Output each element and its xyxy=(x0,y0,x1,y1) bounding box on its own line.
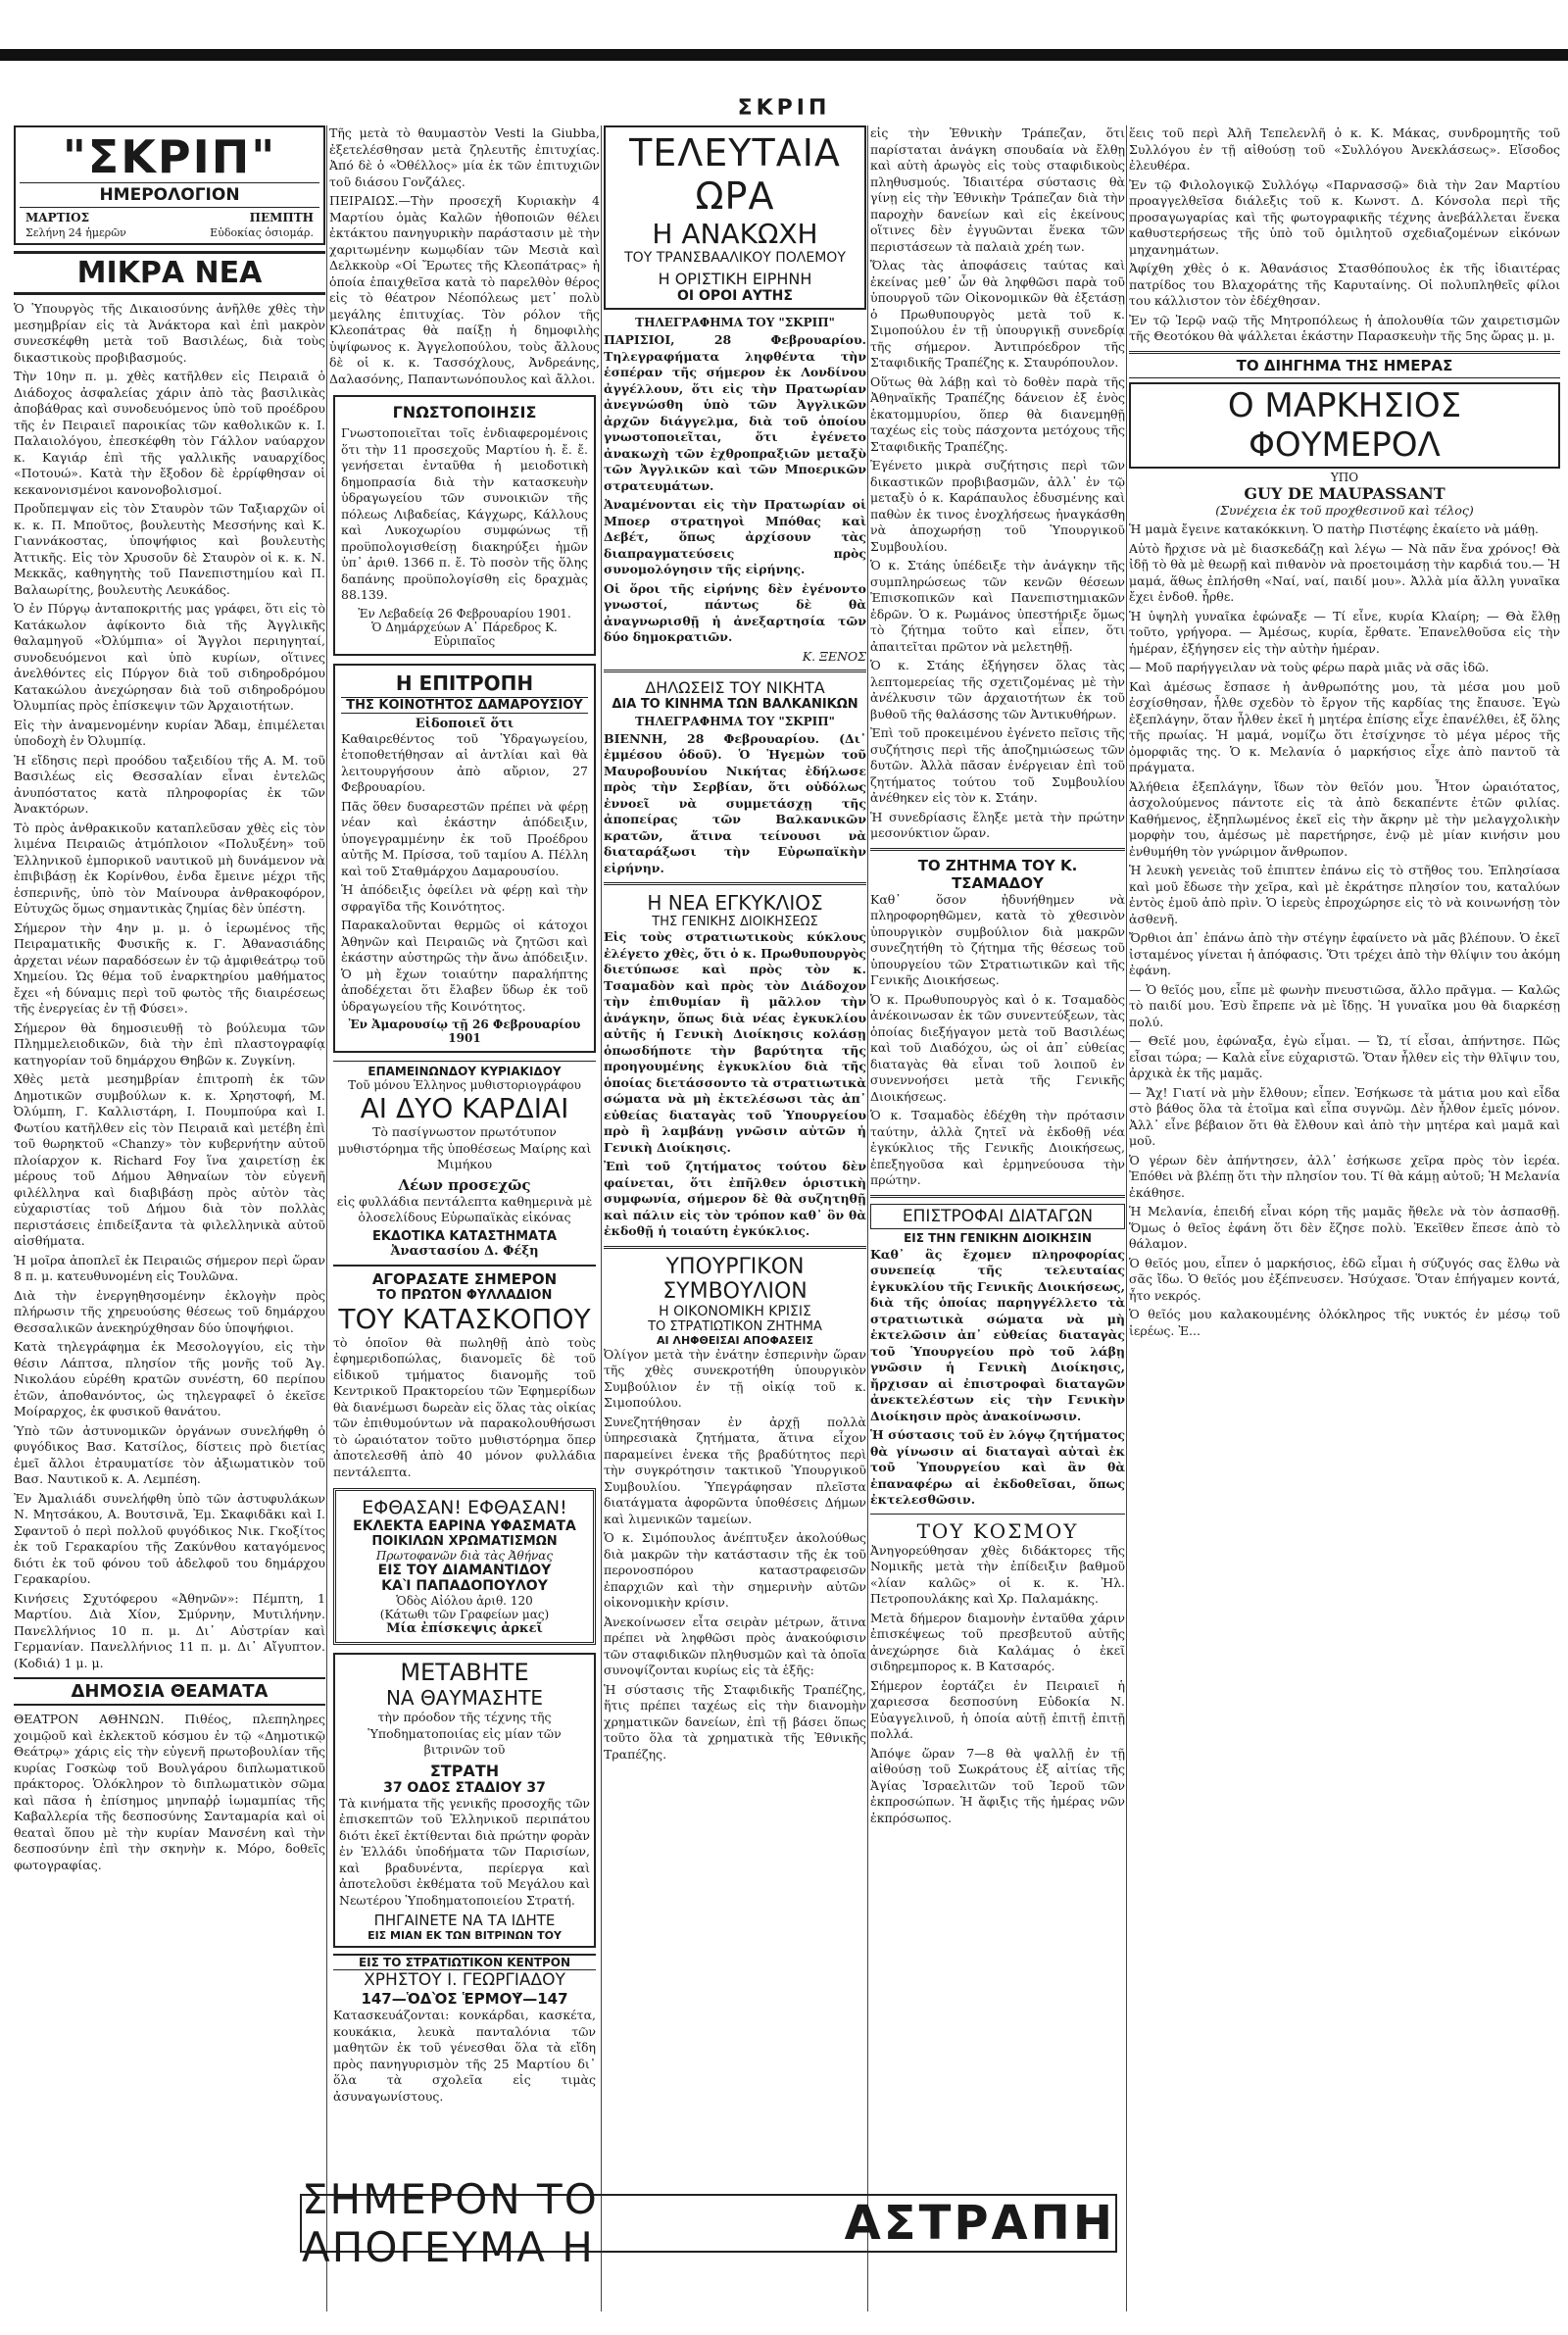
store-ad-heading: ΕΙΣ ΤΟ ΣΤΡΑΤΙΩΤΙΚΟΝ ΚΕΝΤΡΟΝ xyxy=(333,1954,596,1970)
section-heading-theamata: ΔΗΜΟΣΙΑ ΘΕΑΜΑΤΑ xyxy=(14,1677,325,1706)
book-author: ΕΠΑΜΕΙΝΩΝΔΟΥ ΚΥΡΙΑΚΙΔΟΥ xyxy=(333,1061,596,1078)
story-author: GUY DE MAUPASSANT xyxy=(1244,483,1446,503)
top-rule-bar xyxy=(0,49,1568,61)
bottom-banner-lead: ΣΗΜΕΡΟΝ ΤΟ ΑΠΟΓΕΥΜΑ Η xyxy=(302,2175,599,2271)
dispatch-label: ΤΗΛΕΓΡΑΦΗΜΑ ΤΟΥ "ΣΚΡΙΠ" xyxy=(635,316,835,329)
notice-signature: Ὁ Δημάρχεύων Α᾽ Πάρεδρος Κ. Εὐριπαῖος xyxy=(371,620,558,648)
book-desc: Τὸ πασίγνωστον πρωτότυπον μυθιστόρημα τῆς ὑποθέσεως Μαίρης καὶ Μιμήκου xyxy=(337,1124,592,1171)
story-paragraph: — Θεῖέ μου, ἐφώναξα, ἐγὼ εἶμαι. — Ὤ, τί εἶσαι, ἀπήντησε. Πῶς εἶσαι τώρα; — Καλὰ εἶνε εὐχαριστῶ. Ὅταν ἦλθεν εἰς τὴν θλῖψιν του, ἀρχικὰ ἐκ τῆς μαμᾶς. xyxy=(1129,1033,1560,1080)
news-paragraph: Τῆς μετὰ τὸ θαυμαστὸν Vesti la Giubba, ἐξετελέσθησαν μετὰ ζηλευτῆς ἐπιτυχίας. Ἀπό δὲ ὁ «Ὀθέλλος» μία ἐκ τῶν ἐπιτυχιῶν τοῦ διάσου Γονζάλες. xyxy=(329,125,600,189)
fabric-ad-line: Πρωτοφανῶν διὰ τὰς Ἀθήνας xyxy=(375,1549,554,1563)
news-paragraph: Καθ᾽ ὅσον ἠδυνήθημεν νὰ πληροφορηθῶμεν, κατὰ τὸ χθεσινὸν ὑπουργικὸν συμβούλιον διὰ μακρῶν συνεζητήθη τὸ ζήτημα τῆς θέσεως τοῦ ὑπουργείου τῶν Στρατιωτικῶν καὶ τῆς Γενικῆς Διοικήσεως. xyxy=(870,891,1125,987)
news-paragraph: εἰς τὴν Ἐθνικὴν Τράπεζαν, ὅτι παρίσταται ἀνάγκη σπουδαία νὰ ἔλθῃ καὶ αὐτὴ ἀρωγὸς εἰς τοὺς σταφιδικοὺς πληθυσμούς. Ἰδιαιτέρα σύστασις θὰ γίνῃ εἰς τὴν Ἐθνικὴν Τράπεζαν διὰ τὴν παροχὴν δανείων καὶ εἰς ἐκείνους οἵτινες δὲν ἐγγυῶνται ἕνεκα τῶν περιστάσεων τὰ παλαιὰ χρέη των. xyxy=(870,125,1125,254)
committee-notice-label: Εἰδοποιεῖ ὅτι xyxy=(415,716,514,731)
book-publisher-name: Ἀναστασίου Δ. Φέξη xyxy=(390,1243,539,1259)
notice-heading: ΓΝΩΣΤΟΠΟΙΗΣΙΣ xyxy=(392,403,537,422)
column-3 xyxy=(604,125,866,2311)
headline-peace: Η ΟΡΙΣΤΙΚΗ ΕΙΡΗΝΗ xyxy=(658,270,812,288)
section-subheading-circular: ΤΗΣ ΓΕΝΙΚΗΣ ΔΙΟΙΚΗΣΕΩΣ xyxy=(652,915,818,929)
committee-date: Ἐν Ἀμαρουσίῳ τῇ 26 Φεβρουαρίου 1901 xyxy=(348,1018,581,1045)
store-ad-address: 147—ὉΔῸΣ ἙΡΜΟΥ͂—147 xyxy=(361,1990,568,2008)
notice-text: Γνωστοποιεῖται τοῖς ἐνδιαφερομένοις ὅτι τὴν 11 προσεχοῦς Μαρτίου ἡ. ἔ. ἔ. γενήσεται ἐνταῦθα ἡ μειοδοτικὴ δημοπρασία διὰ τὴν κατασκευὴν ὑδραγωγείου τῶν συνοικιῶν τῆς πόλεως Λιβαδείας, Κάγχωρς, Κάλλους καὶ Λυκοχωρίου συμφώνως τῇ προϋπολογισθείσῃ διακηρύξει ἡμῶν ὑπ᾽ ἀριθ. 1366 π. ἔ. Τὸ ποσὸν τῆς ὅλης δαπάνης προϋπολογίσθη εἰς δραχμὰς 88.139. xyxy=(341,425,588,602)
column-divider xyxy=(326,125,327,2311)
news-paragraph: Συνεζητήθησαν ἐν ἀρχῇ πολλὰ ὑπηρεσιακὰ ζητήματα, ἅτινα εἶχον παραμείνει ἐνεκα τῆς βραδύτητος περὶ τὴν συγκρότησιν τακτικοῦ Ὑπουργικοῦ Συμβουλίου. Ὑπεγράφησαν πλεῖστα διατάγματα ἀφορῶντα ὑποθέσεις Δήμων καὶ λιμενικῶν ταμείων. xyxy=(604,1414,866,1526)
column-divider xyxy=(1126,125,1127,2311)
book-desc-2: εἰς φυλλάδια πεντάλεπτα καθημερινὰ μὲ ὁλοσελίδους Εὐρωπαϊκὰς εἰκόνας xyxy=(336,1193,593,1224)
shoe-ad-cta-2: ΕΙΣ ΜΙΑΝ ΕΚ ΤΩΝ ΒΙΤΡΙΝΩΝ ΤΟΥ xyxy=(368,1929,562,1942)
news-paragraph: ΠΕΙΡΑΙΩΣ.—Τὴν προσεχῆ Κυριακὴν 4 Μαρτίου ὁμὰς Καλῶν ἠθοποιῶν θέλει ἐκτάκτου πανηγυρικὴν παράστασιν μὲ τὴν χαριτωμένην κωμῳδίαν τῶν Μεσιὰ καὶ Δελκκοὺρ «Οἱ Ἔρωτες τῆς Κλεοπάτρας» ἡ ὁποία ἐπαιχθεῖσα κατὰ τὸ παρελθὸν θέρος εἰς τὸ θέατρον Νέοπόλεως μετ᾽ πολὺ μεγάλης ἐπιτυχίας. Τὸν ρόλον τῆς Κλεοπάτρας θὰ παίξῃ ἡ δημοφιλὴς ὑψίφωνος κ. Ἀγγελοπούλου, τοὺς ἄλλους δὲ οἱ κ. κ. Τασσόχλους, Ἀνδρεάνης, Δαλασόνης, Παπαντωνόπουλος καὶ ἄλλοι. xyxy=(329,193,600,386)
shoe-ad-text: τὴν πρόοδον τῆς τέχνης τῆς Ὑποδηματοποιίας εἰς μίαν τῶν βιτρινῶν τοῦ xyxy=(368,1710,562,1757)
story-paragraph: — Ὁ θεῖός μου, εἶπε μὲ φωνὴν πνευστιῶσα, ἄλλο πρᾶγμα. — Καλῶς τὸ παιδί μου. Ἐσὺ ἔπρεπε νὰ μὲ ἴδῃς. Ἡ γυναῖκα μου θὰ διαρκέσῃ πολύ. xyxy=(1129,981,1560,1029)
section-subheading-military: ΤΟ ΣΤΡΑΤΙΩΤΙΚΟΝ ΖΗΤΗΜΑ xyxy=(648,1318,822,1334)
news-paragraph: ΘΕΑΤΡΟΝ ΑΘΗΝΩΝ. Πιθέος, πλεπηληρες χοιμῷοῦ καὶ ἐκλεκτοῦ κόσμου ἐν τῷ «Δημοτικῷ Θεάτρῳ» χάρις εἰς τὴν εὐγενῆ πρωτοβουλίαν τῆς κυρίας Γοσκὼφ τοῦ Βουλγάρου διπλωματικοῦ πράκτορος. Ὁλόκληρον τὸ διπλωματικὸν σῶμα καὶ πᾶσα ἡ ἐπίσημος μηνπαῤῥ ἰωμαμπίας τῆς Καβαλλερία τῆς δεσποσύνης Σανταμαρία καὶ οἱ θεαταὶ ὅπου μὲ τὴν κυρίαν Μανσένη καὶ τὴν δεσποσύνην ἐπὶ τὴν σκηνὴν κ. Μόρο, δοθεῖς φωτογραφίας. xyxy=(14,1712,325,1872)
news-paragraph: Καθ᾽ ἃς ἔχομεν πληροφορίας συνεπείᾳ τῆς τελευταίας ἐγκυκλίου τῆς Γενικῆς Διοικήσεως, διὰ τῆς ὁποίας παρηγγέλλετο τὰ στρατιωτικὰ σώματα νὰ μὴ ἐκτελῶσιν ἀπ᾽ εὐθείας διαταγὰς τοῦ Ὑπουργείου πρὸ τοῦ λάβῃ γνῶσιν ἡ Γενικὴ Διοίκησις, ἤρχισαν αἱ ἐπιστροφαὶ διαταγῶν ἀνεκτελέστων εἰς τὴν Γενικὴν Διοίκησιν πρὸς ἀνακοίνωσιν. xyxy=(870,1246,1125,1423)
story-paragraph: — Μοῦ παρήγγειλαν νὰ τοὺς φέρω παρὰ μιᾶς νὰ σᾶς ἰδῶ. xyxy=(1129,660,1490,674)
masthead-moon-note: Σελήνη 24 ἡμερῶν xyxy=(25,226,126,239)
story-title: Ο ΜΑΡΚΗΣΙΟΣ ΦΟΥΜΕΡΟΛ xyxy=(1129,382,1560,469)
store-ad-text: Κατασκευάζονται: κονκάρδαι, κασκέτα, κουκάκια, λευκὰ πανταλόνια τῶν μαθητῶν ἐκ τοῦ γένεσθαι ὅλα τὰ εἴδη πρὸς πανηγυρισμὸν τῆς 25 Μαρτίου δι᾽ ὅλα τὰ σχολεῖα εἰς τιμὰς ἀσυναγωνίστους. xyxy=(333,2008,596,2104)
shoe-ad-name: ΣΤΡΑΤΗ xyxy=(429,1761,500,1780)
fabric-ad-address-note: (Κάτωθι τῶν Γραφείων μας) xyxy=(379,1608,550,1621)
bottom-banner-ad xyxy=(300,2175,1117,2271)
story-paragraph: Αὐτὸ ἤρχισε νὰ μὲ διασκεδάζῃ καὶ λέγω — Νὰ πᾶν ἕνα χρόνος! Θὰ ἰδῇ τὸ θὰ μὲ θεωρῇ καὶ πιθανὸν νὰ προετοιμάσῃ τὴν καρδιά του.— Ἡ μαμά, ἅθως ἐπλήσθη «Ναί, ναί, παιδί μου». Ἀλλὰ μία ἄλλη γυναῖκα ἔχει ἐνδοθ. ἦρθε. xyxy=(1129,540,1560,604)
news-paragraph: Εἰς τὴν ἀναμενομένην κυρίαν Ἄδαμ, ἐπιμέλεται ὑποδοχὴ ἐν Ὀλυμπίᾳ. xyxy=(14,717,325,748)
news-paragraph: ἕεις τοῦ περὶ Ἀλῆ Τεπελενλῆ ὁ κ. Κ. Μάκας, συνδρομητῆς τοῦ Συλλόγου ἐν τῇ αἰθούσῃ τοῦ «Συλλόγου Ἀνεκλάσεως». Εἴσοδος ἐλευθέρα. xyxy=(1129,125,1560,173)
byline: Κ. ΞΕΝΟΣ xyxy=(802,648,866,664)
shoe-ad-cta: ΠΗΓΑΙΝΕΤΕ ΝΑ ΤΑ ΙΔΗΤΕ xyxy=(373,1912,556,1929)
shoe-ad-heading: ΜΕΤΑΒΗΤΕ xyxy=(400,1659,529,1686)
story-continuation-note: (Συνέχεια ἐκ τοῦ προχθεσινοῦ καὶ τέλος) xyxy=(1215,502,1474,518)
fabric-ad-subtitle: ΠΟΙΚΙΛΩΝ ΧΡΩΜΑΤΙΣΜΩΝ xyxy=(371,1534,558,1549)
news-paragraph: Ἀνηγορεύθησαν χθὲς διδάκτορες τῆς Νομικῆς μετὰ τὴν ἐπίδειξιν βαθμοῦ «λίαν καλῶς» οἱ κ. κ. Ἠλ. Πετροπουλάκης καὶ Χρ. Παλαμάκης. xyxy=(870,1542,1125,1606)
committee-heading: Η ΕΠΙΤΡΟΠΗ xyxy=(395,671,534,695)
news-paragraph: Τὸ πρὸς ἀνθρακικοῦν καταπλεῦσαν χθὲς εἰς τὸν λιμένα Πειραιῶς ἀτμόπλοιον «Πολυξένη» τοῦ Ἐλληνικοῦ ἐμπορικοῦ ναυτικοῦ μὴ δυνάμενον νὰ ἐπιβιβάσῃ ἐκ Κορίνθου, ἐνδα ἔμεινε μέχρι τῆς ἑσπερινῆς, ὑπὸ τὸν Μαίνουρα ἀνθρακοφόρον, Εὐτυχῶς ὅμως σημαντικὰς ζημίας δὲν ὑπέστη. xyxy=(14,820,325,916)
section-heading-council: ΥΠΟΥΡΓΙΚΟΝ xyxy=(665,1254,805,1279)
shoe-ad-subheading: ΝΑ ΘΑΥΜΑΣΗΤΕ xyxy=(385,1686,544,1710)
committee-text: Παρακαλοῦνται θερμῶς οἱ κάτοχοι Ἀθηνῶν καὶ Πειραιῶς νὰ ζητῶσι καὶ ἐκάστην αὐστηρῶς τὴν ἄνω ἀπόδειξιν. Ὁ μὴ ἔχων τοιαύτην παραλήπτης ἀποδέχεται ὅτι ἔλαβεν ὕδωρ ἐκ τοῦ ὑδραγωγείου τῆς Κοινότητος. xyxy=(341,918,588,1014)
committee-text: Ἡ ἀπόδειξις ὀφείλει νὰ φέρῃ καὶ τὴν σφραγῖδα τῆς Κοινότητος. xyxy=(341,882,588,914)
news-paragraph: Ἐπὶ τοῦ προκειμένου ἐγένετο πεῖσις τῆς συζήτησις περὶ τῆς ἀποζημιώσεως τῶν δυτῶν. Ἀλλὰ πᾶσαν ἐνέργειαν ἐπὶ τοῦ ζητήματος τούτου τοῦ Συμβουλίου ἀνέθηκεν εἰς τὸν κ. Στάην. xyxy=(870,725,1125,805)
spy-ad-heading: ΑΓΟΡΑΣΑΤΕ ΣΗΜΕΡΟΝ xyxy=(371,1269,558,1288)
news-paragraph: Ἐν τῷ Ἱερῷ ναῷ τῆς Μητροπόλεως ἡ ἀπολουθία τῶν χαιρετισμῶν τῆς Θεοτόκου θὰ ψάλλεται ἑκάστην Παρασκευὴν τῆς 5ης ὥρας μ. μ. xyxy=(1129,312,1560,343)
shoe-ad-address: 37 ΟΔΟΣ ΣΤΑΔΙΟΥ 37 xyxy=(383,1779,546,1796)
committee-subheading: ΤΗΣ ΚΟΙΝΟΤΗΤΟΣ ΔΑΜΑΡΟΥΣΙΟΥ xyxy=(341,697,588,714)
running-head: ΣΚΡΙΠ xyxy=(737,96,831,121)
committee-box xyxy=(333,664,596,1054)
story-paragraph: Ἡ ὑψηλὴ γυναῖκα ἐφώναξε — Τί εἶνε, κυρία Κλαίρη; — Θὰ ἔλθῃ τοῦτο, γρήγορα. — Ἀμέσως, κυρία, ἔρθατε. Ἐπανελθοῦσα εἰς τὴν ἡμέραν, ἐξήγησεν εἰς τὴν αὐτὴν ἡμέραν. xyxy=(1129,608,1560,656)
section-subheading-decisions: ΑΙ ΛΗΦΘΕΙΣΑΙ ΑΠΟΦΑΣΕΙΣ xyxy=(657,1333,813,1347)
headline-block xyxy=(604,125,866,310)
section-subheading-returns: ΕΙΣ ΤΗΝ ΓΕΝΙΚΗΝ ΔΙΟΙΚΗΣΙΝ xyxy=(904,1230,1092,1245)
masthead-saint-note: Εὐδοκίας ὁσιομάρ. xyxy=(210,226,314,239)
section-heading-nikita: ΔΗΛΩΣΕΙΣ ΤΟΥ ΝΙΚΗΤΑ xyxy=(645,677,825,697)
headline-war: ΤΟΥ ΤΡΑΝΣΒΑΑΛΙΚΟΥ ΠΟΛΕΜΟΥ xyxy=(624,250,846,266)
news-paragraph: Ἡ σύστασις τοῦ ἐν λόγῳ ζητήματος θὰ γίνωσιν αἱ διαταγαὶ αὐταὶ ἐκ τοῦ Ὑπουργείου καὶ ἂν θὰ ἐπαναφέρω αἱ ἐκδοθεῖσαι, ὅπως ἐκτελεσθῶσιν. xyxy=(870,1427,1125,1507)
fabric-ad-heading: ΕΦΘΑΣΑΝ! ΕΦΘΑΣΑΝ! xyxy=(362,1497,567,1518)
shoe-ad xyxy=(333,1653,596,1948)
column-divider xyxy=(601,125,602,2311)
news-paragraph: Ἐν Ἀμαλιάδι συνελήφθη ὑπὸ τῶν ἀστυφυλάκων Ν. Μητσάκου, Α. Βουτσινᾶ, Ἐμ. Σκαφιδᾶκι καὶ Ι. Σφαντοῦ ὁ περὶ πολλοῦ φυγόδικος Νικ. Γκοξίτος ἐκ τοῦ Γερακαρίου τῆς Ζακύνθου καταγόμενος διότι ἐκ τοῦ φόνου τοῦ ἀδελφοῦ του δημάρχου Γερακαρίου. xyxy=(14,1490,325,1586)
section-heading-returns: ΕΠΙΣΤΡΟΦΑΙ ΔΙΑΤΑΓΩΝ xyxy=(870,1204,1125,1229)
story-paragraph: Ὁ θεῖός μου καλακουμένης ὁλόκληρος τῆς νυκτός ἐν μέσῳ τοῦ ἱερέως. Ἐ... xyxy=(1129,1307,1560,1338)
masthead-subtitle: ΗΜΕΡΟΛΟΓΙΟΝ xyxy=(20,182,319,208)
column-4 xyxy=(870,125,1125,2311)
news-paragraph: Ἐγένετο μικρὰ συζήτησις περὶ τῶν δικαστικῶν προβιβασμῶν, ἀλλ᾽ ἐν τῷ μεταξὺ ὁ κ. Καράπαυλος ἐδυσμένης καὶ παθὼν ἐκ τινος ἐνοχλήσεως ἠναγκάσθη νὰ ἀποχωρήσῃ τοῦ Ὑπουργικοῦ Συμβουλίου. xyxy=(870,458,1125,554)
headline-terms: ΟΙ ΟΡΟΙ ΑΥΤΗΣ xyxy=(677,288,793,304)
committee-text: Πᾶς ὅθεν δυσαρεστῶν πρέπει νὰ φέρῃ νέαν καὶ ἐκάστην ἀπόδειξιν, ὑπογεγραμμένην ἐκ τοῦ Προέδρου αὐτῆς Μ. Πρίσσα, τοῦ ταμίου Α. Πέλλη καὶ τοῦ Σταθμάρχου Δαμαρουσίου. xyxy=(341,798,588,878)
news-paragraph: Ὁ κ. Στάης ὑπέδειξε τὴν ἀνάγκην τῆς συμπληρώσεως τῶν κενῶν θέσεων Ἐπισκοπικῶν καὶ Πανεπιστημιακῶν ἐδρῶν. Ὁ κ. Ρωμάνος ὑπεστήριξε ὅμως τὸ ζήτημα τοῦτο καὶ εἶπεν, ὅτι ἀπαιτεῖται πρῶτον νὰ μελετηθῇ. xyxy=(870,558,1125,654)
story-section-label: ΤΟ ΔΙΗΓΗΜΑ ΤΗΣ ΗΜΕΡΑΣ xyxy=(1129,351,1560,378)
newspaper-page xyxy=(14,125,1560,2311)
masthead-title: "ΣΚΡΙΠ" xyxy=(62,130,277,183)
news-paragraph: Οὕτως θὰ λάβῃ καὶ τὸ δοθὲν παρὰ τῆς Ἀθηναϊκῆς Τραπέζης δάνειον ἐξ ἑνὸς ἑκατομμυρίου, ὅπερ θὰ διανεμηθῇ ταχέως εἰς τοὺς πάσχοντα μετόχους τῆς Σταφιδικῆς Τραπέζης. xyxy=(870,373,1125,454)
news-paragraph: Ὅλας τὰς ἀποφάσεις ταύτας καὶ ἐκείνας μεθ᾽ ὧν θὰ ληφθῶσι παρὰ τοῦ ὑπουργοῦ τῶν Οἰκονομικῶν θὰ ἐξετάσῃ ὁ Πρωθυπουργὸς μετὰ τοῦ κ. Σιμοπούλου ἐν τῇ ὑπουργικῇ συνεδρίᾳ τῆς σήμερον. Ἀντιπρόεδρον τῆς Σταφιδικῆς Τραπέζης κ. Σταυρόπουλον. xyxy=(870,258,1125,370)
fabric-ad-store: ΕΙΣ ΤΟΥ ΔΙΑΜΑΝΤΙΔΟΥ xyxy=(377,1563,552,1578)
news-paragraph: Εἰς τοὺς στρατιωτικοὺς κύκλους ἐλέγετο χθὲς, ὅτι ὁ κ. Πρωθυπουργὸς διετύπωσε καὶ πρὸς τὸν κ. Τσαμαδὸν καὶ πρὸς τὸν Διάδοχον τὴν ἐπιθυμίαν ἢ μᾶλλον τὴν ἀνάγκην, ὅπως διὰ νέας ἐγκυκλίου αὐτῆς ἡ Γενικὴ Διοίκησις κολάσῃ ὁπωσδήποτε τὴν βαρύτητα τῆς προηγουμένης ἐγκυκλίου διὰ τῆς ὁποίας διετάσσοντο τὰ στρατιωτικὰ σώματα νὰ μὴ ἐκτελέσωσι τὰς ἀπ᾽ εὐθείας διαταγὰς τοῦ Ὑπουργείου πρὸ ἢ λαμβάνῃ γνῶσιν αὐτῶν ἡ Γενικὴ Διοίκησις. xyxy=(604,929,866,1155)
notice-box xyxy=(333,395,596,656)
masthead-weekday: ΠΕΜΠΤΗ xyxy=(249,211,314,224)
section-subheading-nikita: ΔΙΑ ΤΟ ΚΙΝΗΜΑ ΤΩΝ ΒΑΛΚΑΝΙΚΩΝ xyxy=(612,696,858,712)
headline-ceasefire: Η ΑΝΑΚΩΧΗ xyxy=(652,218,818,250)
news-paragraph: Ἐπὶ τοῦ ζητήματος τούτου δὲν φαίνεται, ὅτι ἐπῆλθεν ὁριστικὴ συμφωνία, σήμερον δὲ θὰ συζητηθῇ καὶ πάλιν εἰς τὸν τρόπον καθ᾽ ὃν θὰ ἐκδοθῇ ἡ τοιαύτη ἐγκύκλιος. xyxy=(604,1159,866,1238)
news-paragraph: Ὁ κ. Τσαμαδὸς ἐδέχθη τὴν πρότασιν ταύτην, ἀλλὰ ζητεῖ νὰ ἐκδοθῇ νέα ἐγκύκλιος τῆς Γενικῆς Διοικήσεως, ἐπεξηγοῦσα καὶ ἑρμηνεύουσα τὴν πρώτην. xyxy=(870,1108,1125,1187)
news-paragraph: Ἀφίχθη χθὲς ὁ κ. Ἀθανάσιος Στασθόπουλος ἐκ τῆς ἰδιαιτέρας πατρίδος του Βλαχοράτης τῆς Καρυταίνης. Οἱ πολυπληθεῖς φίλοι του κάλλιστον τὸν ἐδέχθησαν. xyxy=(1129,261,1560,308)
news-paragraph: Σήμερον θὰ δημοσιευθῇ τὸ βούλευμα τῶν Πλημμελειοδικῶν, διὰ τὴν ἐπὶ πλαστογραφίᾳ κατηγορίαν τοῦ δημάρχου Θηβῶν κ. Ζυγκίνη. xyxy=(14,1019,325,1068)
notice-date: Ἐν Λεβαδείᾳ 26 Φεβρουαρίου 1901. xyxy=(358,606,571,621)
news-paragraph: Προὔπεμψαν εἰς τὸν Σταυρὸν τῶν Ταξιαρχῶν οἱ κ. κ. Π. Μποῦτος, βουλευτὴς Μεσσήνης καὶ Κ. Γιαννάκοστας, ὑποψήφιος καὶ βουλευτὴς Ἀττικῆς. Εἰς τὸν Χρυσοῦν δὲ Σταυρὸν οἱ κ. κ. Ν. Μεκκᾶς, καθηγητὴς τοῦ Πανεπιστημίου καὶ Π. Βαλαωρίτης, βουλευτὴς Λευκάδος. xyxy=(14,501,325,597)
spy-ad-title: ΤΟΥ ΚΑΤΑΣΚΟΠΟΥ xyxy=(338,1302,591,1335)
news-paragraph: Ἡ σύστασις τῆς Σταφιδικῆς Τραπέζης, ἥτις πρέπει ταχέως εἰς τὴν διανομὴν χρηματικῶν δανείων, ἐπὶ τῇ βάσει ὅπως τοῦτο ὅλα τὰ χρηματικὰ τῆς Ἐθνικῆς Τραπέζης. xyxy=(604,1681,866,1762)
shoe-ad-text-2: Τὰ κινήματα τῆς γενικῆς προσοχῆς τῶν ἐπισκεπτῶν τοῦ Ἐλληνικοῦ περιπάτου διότι ἐκεῖ ἐκτίθενται διὰ πρώτην φορὰν ἐν Ἑλλάδι ὑποδήματα τῶν Παρισίων, καὶ βραδυνέντα, περίεργα καὶ ἀποτελοῦσι ἐκθέματα τοῦ Μεγάλου καὶ Νεωτέρου Ὑποδηματοποιείου Στρατή. xyxy=(339,1795,590,1908)
news-paragraph: Ἀναμένονται εἰς τὴν Πρατωρίαν οἱ Μποερ στρατηγοὶ Μπόθας καὶ Δεβέτ, ὅπως ἀρχίσουν τὰς διαπραγματεύσεις πρὸς συνομολόγησιν τῆς εἰρήνης. xyxy=(604,497,866,576)
fabric-ad-title: ΕΚΛΕΚΤΑ ΕΑΡΙΝΑ ΥΦΑΣΜΑΤΑ xyxy=(353,1518,576,1534)
book-author-note: Τοῦ μόνου Ἑλληνος μυθιστοριογράφου xyxy=(348,1078,581,1092)
story-paragraph: Ἡ μαμὰ ἔγεινε κατακόκκινη. Ὁ πατὴρ Πιστέφης ἐκαίετο νὰ μάθῃ. xyxy=(1129,522,1539,536)
news-paragraph: Τὴν 10ην π. μ. χθὲς κατῆλθεν εἰς Πειραιᾶ ὁ Διάδοχος ἀσφαλείας χάριν ἀπὸ τὰς βασιλικὰς ἀποβάθρας καὶ συνοδευόμενος ὑπὸ τοῦ προέδρου τῆς ἐν Πειραιεῖ παροικίας τῶν καθολικῶν κ. Ι. Παλαιολόγου, ἐπεσκέφθη τὸν Γάλλον ναύαρχον κ. Καγιάρ ἐπὶ τῆς γαλλικῆς ναυαρχίδος «Ποτουώ». Κατὰ τὴν ἔξοδον δὲ ἐρρίφθησαν οἱ κεκανονισμένοι κανονοβολισμοί. xyxy=(14,369,325,497)
news-paragraph: Διὰ τὴν ἐνεργηθησομένην ἐκλογὴν πρὸς πλήρωσιν τῆς χηρευούσης θέσεως τοῦ δημάρχου Θεσσαλικῶν ἀνεκηρύχθησαν δύο ὑποψήφιοι. xyxy=(14,1287,325,1335)
book-coming: Λέων προσεχῶς xyxy=(398,1175,531,1194)
column-5 xyxy=(1129,125,1560,2311)
section-heading-council-2: ΣΥΜΒΟΥΛΙΟΝ xyxy=(662,1278,808,1304)
story-paragraph: — Ἄχ! Γιατί νὰ μὴν ἔλθουν; εἶπεν. Ἐσήκωσε τὰ μάτια μου καὶ εἶδα στὸ βάθος ὅλα τὰ ἑτοῖμα καὶ εἶπα συγνῶμ. Δὲν ἦλθον ἐμεῖς μόνον. Ἀλλ᾽ εἶνε βέβαιον ὅτι θὰ ἔλθουν καὶ ἀπὸ τὴν μητέρα καὶ μαμᾶ καὶ μοῦ. xyxy=(1129,1084,1560,1148)
news-paragraph: Κατὰ τηλεγράφημα ἐκ Μεσολογγίου, εἰς τὴν θέσιν Λάπτσα, πλησίον τῆς μονῆς τοῦ Ἁγ. Νικολάου εὑρέθη κρατῶν συνέστη, 60 περίπου ἐτῶν, ἀποθανόντος, ὡς τηλεγραφεῖ ὁ ἐκεῖσε Μοίραρχος, ἐκ φυσικοῦ θανάτου. xyxy=(14,1339,325,1418)
section-heading-circular: Η ΝΕΑ ΕΓΚΥΚΛΙΟΣ xyxy=(647,891,823,915)
news-paragraph: Ὁ κ. Πρωθυπουργὸς καὶ ὁ κ. Τσαμαδὸς ἀνέκοινωσαν ἐκ τῶν συνεντεύξεων, τὰς ὁποίας διεξήγαγον μετὰ τοῦ Βασιλέως καὶ τοῦ Διαδόχου, ὡς οἱ ἀπ᾽ εὐθείας διαταγὰς θὰ εἶναι τοῦ λοιποῦ ἐν συνεννοήσει μετὰ τῆς Γενικῆς Διοικήσεως. xyxy=(870,991,1125,1104)
military-store-ad xyxy=(333,1954,596,2105)
book-title: ΑΙ ΔΥΟ ΚΑΡΔΙΑΙ xyxy=(360,1092,569,1124)
section-heading-world: ΤΟΥ ΚΟΣΜΟΥ xyxy=(916,1518,1079,1543)
news-paragraph: Μετὰ δήμερον διαμονὴν ἐνταῦθα χάριν ἐπισκέψεως τοῦ πρεσβευτοῦ αὐτῆς ἀνεχώρησε διὰ Καλάμας ὁ ἐκεῖ σιδηρεμπορος κ. Β Κατσαρός. xyxy=(870,1610,1125,1673)
headline-last-hour: ΤΕΛΕΥΤΑΙΑ ΩΡΑ xyxy=(629,131,841,218)
news-paragraph: Σήμερον ἑορτάζει ἐν Πειραιεῖ ἡ χαριεσσα δεσποσύνη Εὐδοκία Ν. Εὐαγγελινοῦ, ἡ ὁποία αὐτῇ ἐπιτῇ ἐπιτῇ πολλά. xyxy=(870,1677,1125,1741)
news-paragraph: Ἀνεκοίνωσεν εἶτα σειρὰν μέτρων, ἅτινα πρέπει νὰ ληφθῶσι πρὸς ἀνακούφισιν τῶν σταφιδικῶν πληθυσμῶν καὶ τὰ ὁποῖα συνοψίζονται κυρίως εἰς τὰ ἑξῆς: xyxy=(604,1614,866,1677)
story-by: ΥΠΟ xyxy=(1330,470,1359,484)
story-paragraph: Καὶ ἀμέσως ἔσπασε ἡ ἀνθρωπότης μου, τὰ μέσα μου μοῦ ἐσχίσθησαν, ἦλθε σχεδὸν τὸ ἔργον τῆς καρδίας της ἔπαυσε. Ἐγὼ ἐξεπλάγην, ὅταν ἦλθεν ἐκεῖ ἡ μητέρα ἐπίσης εἶχε ἐπανέλθει, ἐξ ὅλης τῆς πρωίας. Ἡ μαμά, νομίζω ὅτι ἐτσίχνησε τὸ μέγα μέρος τῆς ὀμορφιᾶς της. Ὁ κ. Μελανία ὁ μαρκήσιος εἶχε ἀπὸ παντοῦ τὰ πράγματα. xyxy=(1129,678,1560,774)
section-heading-mikra-nea: ΜΙΚΡΑ ΝΕΑ xyxy=(14,251,325,295)
section-heading-tsamados: ΤΟ ΖΗΤΗΜΑ ΤΟΥ Κ. ΤΣΑΜΑΔΟΥ xyxy=(917,856,1078,892)
fabric-ad-store-2: ΚΑῚ ΠΑΠΑΔΟΠΟΥΛΟΥ xyxy=(381,1578,548,1594)
news-paragraph: Οἱ ὅροι τῆς εἰρήνης δὲν ἐγένοντο γνωστοί, πάντως δὲ θὰ ἀναγνωρισθῇ ἡ ἀνεξαρτησία τῶν δύο δημοκρατιῶν. xyxy=(604,580,866,644)
spy-ad-text: τὸ ὁποῖον θὰ πωληθῇ ἀπὸ τοὺς ἐφημεριδοπώλας, διανομεῖς δὲ τοῦ εἰδικοῦ τμήματος διανομῆς τοῦ Κεντρικοῦ Πρακτορείου τῶν Ἐφημερίδων θὰ διανέμωσι δωρεὰν εἰς ὅλας τὰς οἰκίας τῶν ἐπιθυμούντων νὰ παρακολουθήσωσι τὸ ὡραιότατον τοῦτο μυθιστόρημα ὅπερ ἀποτελεσθῆ ἀπὸ 40 μόνον φυλλάδια πεντάλεπτα. xyxy=(333,1334,596,1479)
column-1 xyxy=(14,125,325,2311)
section-subheading-economic: Η ΟΙΚΟΝΟΜΙΚΗ ΚΡΙΣΙΣ xyxy=(659,1303,811,1319)
fabric-ad-cta: Μία ἐπίσκεψις ἀρκεῖ xyxy=(386,1621,543,1636)
news-paragraph: ΠΑΡΙΣΙΟΙ, 28 Φεβρουαρίου. Τηλεγραφήματα ληφθέντα τὴν ἑσπέραν τῆς σήμερον ἐκ Λονδίνου ἀγγέλλουν, ὅτι εἰς τὴν Πρατωρίαν ἀνεγνώσθη ὑπὸ τῶν Ἀγγλικῶν ἀρχῶν διάγγελμα, διὰ τοῦ ὁποίου γνωστοποιεῖται, ὅτι ἐγένετο ἀνακωχὴ τῶν ἐχθροπραξιῶν μεταξὺ τῶν Ἀγγλικῶν καὶ τῶν Μποερικῶν στρατευμάτων. xyxy=(604,332,866,493)
news-paragraph: Ὁ κ. Σιμόπουλος ἀνέπτυξεν ἀκολούθως διὰ μακρῶν τὴν κατάστασιν τῆς ἐκ τοῦ περονοσπόρου καταστραφεισῶν ἐπαρχιῶν καὶ τὴν σημερινὴν αὐτῶν οἰκονομικὴν κρίσιν. xyxy=(604,1530,866,1610)
committee-text: Καθαιρεθέντος τοῦ Ὑδραγωγείου, ἐτοποθετήθησαν αἱ ἀντλίαι καὶ θὰ λειτουργήσουν ἀπὸ αὔριον, 27 Φεβρουαρίου. xyxy=(341,730,588,794)
fabric-ad-address: Ὁδὸς Αἰόλου ἀριθ. 120 xyxy=(396,1594,533,1608)
news-paragraph: Ἀπόψε ὥραν 7—8 θὰ ψαλλῇ ἐν τῇ αἰθούσῃ τοῦ Σωκράτους ἐξ αἰτίας τῆς Ἀγίας Ἰσραελιτῶν τοῦ Ἱεροῦ τῶν ἐκπροσώπων. Ἡ ἄφιξις τῆς ἠμέρας νῶν ἐκπρόσωπος. xyxy=(870,1745,1125,1825)
news-paragraph: Ὁ κ. Στάης ἐξήγησεν ὅλας τὰς λεπτομερείας τῆς σχετιζομένας μὲ τὴν ἀνέλκυσιν τῶν ἀρχαιοτήτων ἐκ τοῦ βυθοῦ τῆς θαλάσσης τῶν Ἀντικυθήρων. xyxy=(870,658,1125,721)
story-paragraph: Ἡ λευκὴ γενειὰς τοῦ ἐπιπτεν ἐπάνω εἰς τὸ στῆθος του. Ἐπλησίασα καὶ μοῦ ἔδωσε τὴν χεῖρα, καὶ μὲ ἐκράτησε πλησίον του, καταλύων ἐντὸς ἐμοῦ ἀπὸ πρὶν. Ὁ ἱερεὺς ἐπροχώρησε εἰς τὸ νὰ κοινωνήσῃ τὸν ἀσθενῆ. xyxy=(1129,863,1560,926)
story-paragraph: Ὁ θεῖός μου, εἶπεν ὁ μαρκήσιος, ἐδῶ εἶμαι ἡ σύζυγός σας ἔλθω νὰ σᾶς ἴδω. Ὁ θεῖός μου ἐξέπνευσεν. Ἠσύχασε. Ὅταν ἐπήγαμεν κοντά, ἦτο νεκρός. xyxy=(1129,1255,1560,1303)
column-divider xyxy=(867,125,868,2311)
store-ad-name: ΧΡΗΣΤΟΥ Ι. ΓΕΩΡΓΙΑΔΟΥ xyxy=(364,1970,565,1990)
news-paragraph: ΒΙΕΝΝΗ, 28 Φεβρουαρίου. (Δι᾽ ἐμμέσου ὁδοῦ). Ὁ Ἡγεμὼν τοῦ Μαυροβουνίου Νικήτας ἐδήλωσε πρὸς τὴν Σερβίαν, ὅτι οὐδόλως ἐννοεῖ νὰ συμμετάσχῃ τῆς ἀποπείρας τῶν Βαλκανικῶν κρατῶν, ἅτινα τείνουσι νὰ διαταράξωσι τὴν Εὐρωπαϊκὴν εἰρήνην. xyxy=(604,730,866,875)
news-paragraph: Ὁ Ὑπουργὸς τῆς Δικαιοσύνης ἀνῆλθε χθὲς τὴν μεσημβρίαν εἰς τὰ Ἀνάκτορα καὶ ἐπὶ μακρὸν συνεσκέφθη μετὰ τοῦ Βασιλέως, διὰ τοὺς δικαστικοὺς προβιβασμούς. xyxy=(14,301,325,365)
book-ad xyxy=(333,1061,596,1259)
story-paragraph: Ὁ γέρων δὲν ἀπήντησεν, ἀλλ᾽ ἐσήκωσε χεῖρα πρὸς τὸν ἱερέα. Ἐπόθει νὰ βλέπῃ ὅτι τὴν πλησίον του. Τί θὰ κάμῃ αὐτοῦ; Ἡ Μελανία ἐκάθησε. xyxy=(1129,1152,1560,1200)
dispatch-label: ΤΗΛΕΓΡΑΦΗΜΑ ΤΟΥ "ΣΚΡΙΠ" xyxy=(635,714,835,728)
news-paragraph: Ἡ συνεδρίασις ἔληξε μετὰ τὴν πρώτην μεσονύκτιον ὥραν. xyxy=(870,809,1125,840)
fabric-ad xyxy=(333,1488,596,1645)
column-2 xyxy=(329,125,600,2311)
news-paragraph: Σήμερον τὴν 4ην μ. μ. ὁ ἱερωμένος τῆς Πειραματικῆς Φυσικῆς κ. Γ. Ἀθανασιάδης ἀρχεται νέων παραδόσεων ἐν τῷ ἀμφιθεάτρῳ τοῦ Χημείου. Ὡς θέμα τοῦ ἐναρκτηρίου μαθήματος ἔχει «ἡ δύναμις περὶ τοῦ φωτὸς τῆς διαιρέσεως τῆς ἐνεργείας ἐν τῇ Φύσει». xyxy=(14,919,325,1016)
news-paragraph: Ἡ μοῖρα ἀποπλεῖ ἐκ Πειραιῶς σήμερον περὶ ὥραν 8 π. μ. κατευθυνομένη εἰς Τουλῶνα. xyxy=(14,1252,325,1283)
news-paragraph: Χθὲς μετὰ μεσημβρίαν ἐπιτροπὴ ἐκ τῶν Δημοτικῶν συμβούλων κ. κ. Χρηστοφή, Μ. Ὀλύμπη, Γ. Καλλιστάρη, Ι. Πουμπούρα καὶ Ι. Φωτίου κατῆλθεν εἰς τὸν Πειραιᾶ καὶ μετέβη ἐπὶ τοῦ θωρηκτοῦ «Chanzy» τὸν κυβερνήτην αὐτοῦ πλοίαρχον κ. Richard Foy ἵνα χαιρετίσῃ ἐκ μέρους τοῦ Δήμου Ἀθηναίων τὸν εὐγενῆ φιλέλληνα καὶ διαβιβάσῃ πρὸς αὐτὸν τὰς εὐχαριστίας τοῦ Δήμου διὰ τὸν πολλὰς περιστάσεις ἐπιδείξαντα τὰ φιλελληνικὰ αὐτοῦ αἰσθήματα. xyxy=(14,1071,325,1248)
news-paragraph: Ὁ ἐν Πύργῳ ἀνταποκριτής μας γράφει, ὅτι εἰς τὸ Κατάκωλον ἀφίκοντο διὰ τῆς Ἀγγλικῆς θαλαμηγοῦ «Ὀλύμπια» οἱ Ἄγγλοι περιηγηταί, συνοδευόμενοι καὶ ὑπὸ κυρίων, οἵτινες ἀνελθόντες εἰς Πύργον διὰ τοῦ σιδηροδρόμου Κατακώλου ἀνεχώρησαν διὰ τοῦ σιδηροδρόμου Ὀλυμπίας πρὸς ἐπίσκεψιν τῶν Ἀρχαιοτήτων. xyxy=(14,601,325,713)
masthead-month: ΜΑΡΤΙΟΣ xyxy=(25,211,90,224)
news-paragraph: Κινήσεις Σχυτόφερου «Ἀθηνῶν»: Πέμπτη, 1 Μαρτίου. Διὰ Χίον, Σμύρνην, Μυτιλήνην. Πανελλήνιος 10 π. μ. Δι᾽ Αὐστρίαν καὶ Γερμανίαν. Πανελλήνιος 11 π. μ. Δι᾽ Αἴγυπτον. (Κοδιά) 1 μ. μ. xyxy=(14,1590,325,1670)
story-paragraph: Ἀλήθεια ἐξεπλάγην, ἴδων τὸν θεῖόν μου. Ἦτον ὡραιότατος, ἀσχολούμενος πάντοτε εἰς τὰ ἀπὸ δεκαπέντε ἐτῶν φιλίας. Καθήμενος, ἐξηπλωμένος ἐκεῖ εἰς τὴν ἄκρην μὲ τὴν μελαγχολικὴν μορφὴν του, ἀμέσως μὲ παρετήρησε, ἐνῷ μὲ μίαν κινήσιν μου ἐνθυμήθη τὸν γνώριμον ἄνθρωπον. xyxy=(1129,778,1560,859)
news-paragraph: Ἡ εἴδησις περὶ προόδου ταξειδίου τῆς Α. Μ. τοῦ Βασιλέως εἰς Θεσσαλίαν εἶναι ἐντελῶς ἀνυπόστατος κατὰ πληροφορίας ἐκ τῶν Ἀνακτόρων. xyxy=(14,752,325,816)
news-paragraph: Ὑπὸ τῶν ἀστυνομικῶν ὀργάνων συνελήφθη ὁ φυγόδικος Βασ. Κατσίλος, δίστεις πρὸ διετίας ἐμεῖ ἄλλοι ἐτραυματίσε τὸν ἀξιωματικὸν τοῦ Βασ. Ναυτικοῦ κ. Α. Λεμπέση. xyxy=(14,1422,325,1486)
news-paragraph: Ὀλίγον μετὰ τὴν ἐνάτην ἑσπερινὴν ὥραν τῆς χθὲς συνεκροτήθη ὑπουργικὸν Συμβούλιον ἐν τῇ οἰκίᾳ τοῦ κ. Σιμοπούλου. xyxy=(604,1346,866,1410)
story-paragraph: Ὄρθιοι ἀπ᾽ ἐπάνω ἀπὸ τὴν στέγην ἐφαίνετο νὰ μᾶς βλέπουν. Ὁ ἐκεῖ ἰσταμένος γίνεται ἡ ἀπόφασις. Ὅτι τρέχει ἀπὸ τὴν θλίψιν του ἀκόμη ἐφάνη. xyxy=(1129,930,1560,977)
book-publisher: ΕΚΔΟΤΙΚΑ ΚΑΤΑΣΤΗΜΑΤΑ xyxy=(371,1228,558,1244)
masthead xyxy=(14,125,325,245)
story-paragraph: Ἡ Μελανία, ἐπειδή εἶναι κόρη τῆς μαμᾶς ἤθελε νὰ τὸν ἀσπασθῇ. Ὅμως ὁ θεῖος ἐφάνη ὅτι δὲν ἔζησε πολὺ. Ἐκεῖθεν ἔπεσε ἀπὸ τὸ θάλαμον. xyxy=(1129,1204,1560,1251)
news-paragraph: Ἐν τῷ Φιλολογικῷ Συλλόγῳ «Παρνασσῷ» διὰ τὴν 2αν Μαρτίου προαγγελθεῖσα διάλεξις τοῦ κ. Κωνστ. Δ. Κόνσολα περὶ τῆς προσαγωγαρίας καὶ τῆς φωτογραφικῆς τέχνης ἀνεβάλλεται ἕνεκα καθυστερήσεως τῆς ὑπὸ τοῦ ὁμιλητοῦ σχεδιαζομένων εἰκόνων μηχανημάτων. xyxy=(1129,176,1560,257)
spy-ad-subheading: ΤΟ ΠΡΩΤΟΝ ΦΥΛΛΑΔΙΟΝ xyxy=(376,1287,553,1303)
bottom-banner-name: ΑΣΤΡΑΠΗ xyxy=(844,2196,1115,2251)
spy-ad xyxy=(333,1265,596,1481)
